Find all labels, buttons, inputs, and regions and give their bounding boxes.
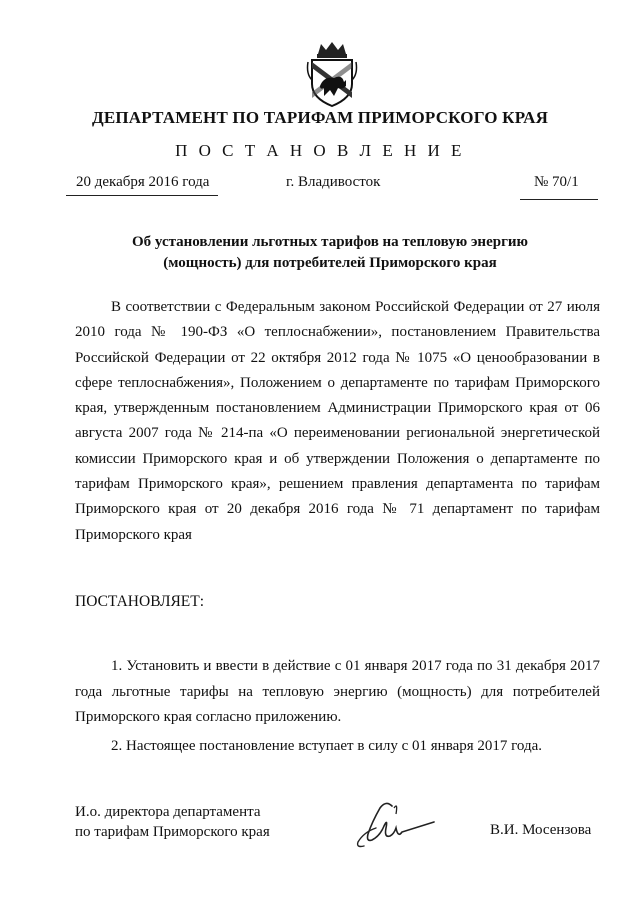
resolution-item-1: 1. Установить и ввести в действие с 01 января 2017 года по 31 декабря 2017 года льготные тарифы на тепловую энергию (мощность) для потребителей Приморского края согласно приложению. bbox=[75, 658, 600, 725]
subject-line-2: (мощность) для потребителей Приморского края bbox=[163, 255, 497, 271]
signatory-position bbox=[75, 802, 270, 842]
number-underline bbox=[520, 199, 598, 200]
signatory-position-line-2: по тарифам Приморского края bbox=[75, 824, 270, 840]
signature-icon bbox=[346, 798, 436, 856]
document-type: П О С Т А Н О В Л Е Н И Е bbox=[175, 141, 465, 160]
resolves-heading: ПОСТАНОВЛЯЕТ: bbox=[75, 593, 205, 610]
document-number: № 70/1 bbox=[534, 174, 579, 190]
document-date: 20 декабря 2016 года bbox=[76, 174, 210, 190]
department-title: ДЕПАРТАМЕНТ ПО ТАРИФАМ ПРИМОРСКОГО КРАЯ bbox=[91, 108, 549, 127]
signatory-name: В.И. Мосензова bbox=[490, 822, 592, 838]
preamble-paragraph: В соответствии с Федеральным законом Российской Федерации от 27 июля 2010 года № 190-ФЗ «О теплоснабжении», постановлением Правительства Российской Федерации от 22 октября 2012 года № 1075 «О ценообразовании в сфере теплоснабжения», Положением о департаменте по тарифам Приморского края, утвержденным постановлением Администрации Приморского края от 06 августа 2007 года № 214-па «О переименовании региональной энергетической комиссии Приморского края и об утверждении Положения о департаменте по тарифам Приморского края», решением правления департамента по тарифам Приморского края от 20 декабря 2016 года № 71 департамент по тарифам Приморского края bbox=[75, 299, 600, 543]
subject-line-1: Об установлении льготных тарифов на тепловую энергию bbox=[132, 234, 528, 250]
resolution-item-2: 2. Настоящее постановление вступает в силу с 01 января 2017 года. bbox=[111, 738, 543, 754]
date-underline bbox=[66, 195, 218, 196]
document-subject bbox=[110, 232, 550, 274]
coat-of-arms-icon bbox=[304, 40, 360, 108]
document-city: г. Владивосток bbox=[286, 174, 381, 190]
signatory-position-line-1: И.о. директора департамента bbox=[75, 804, 261, 820]
